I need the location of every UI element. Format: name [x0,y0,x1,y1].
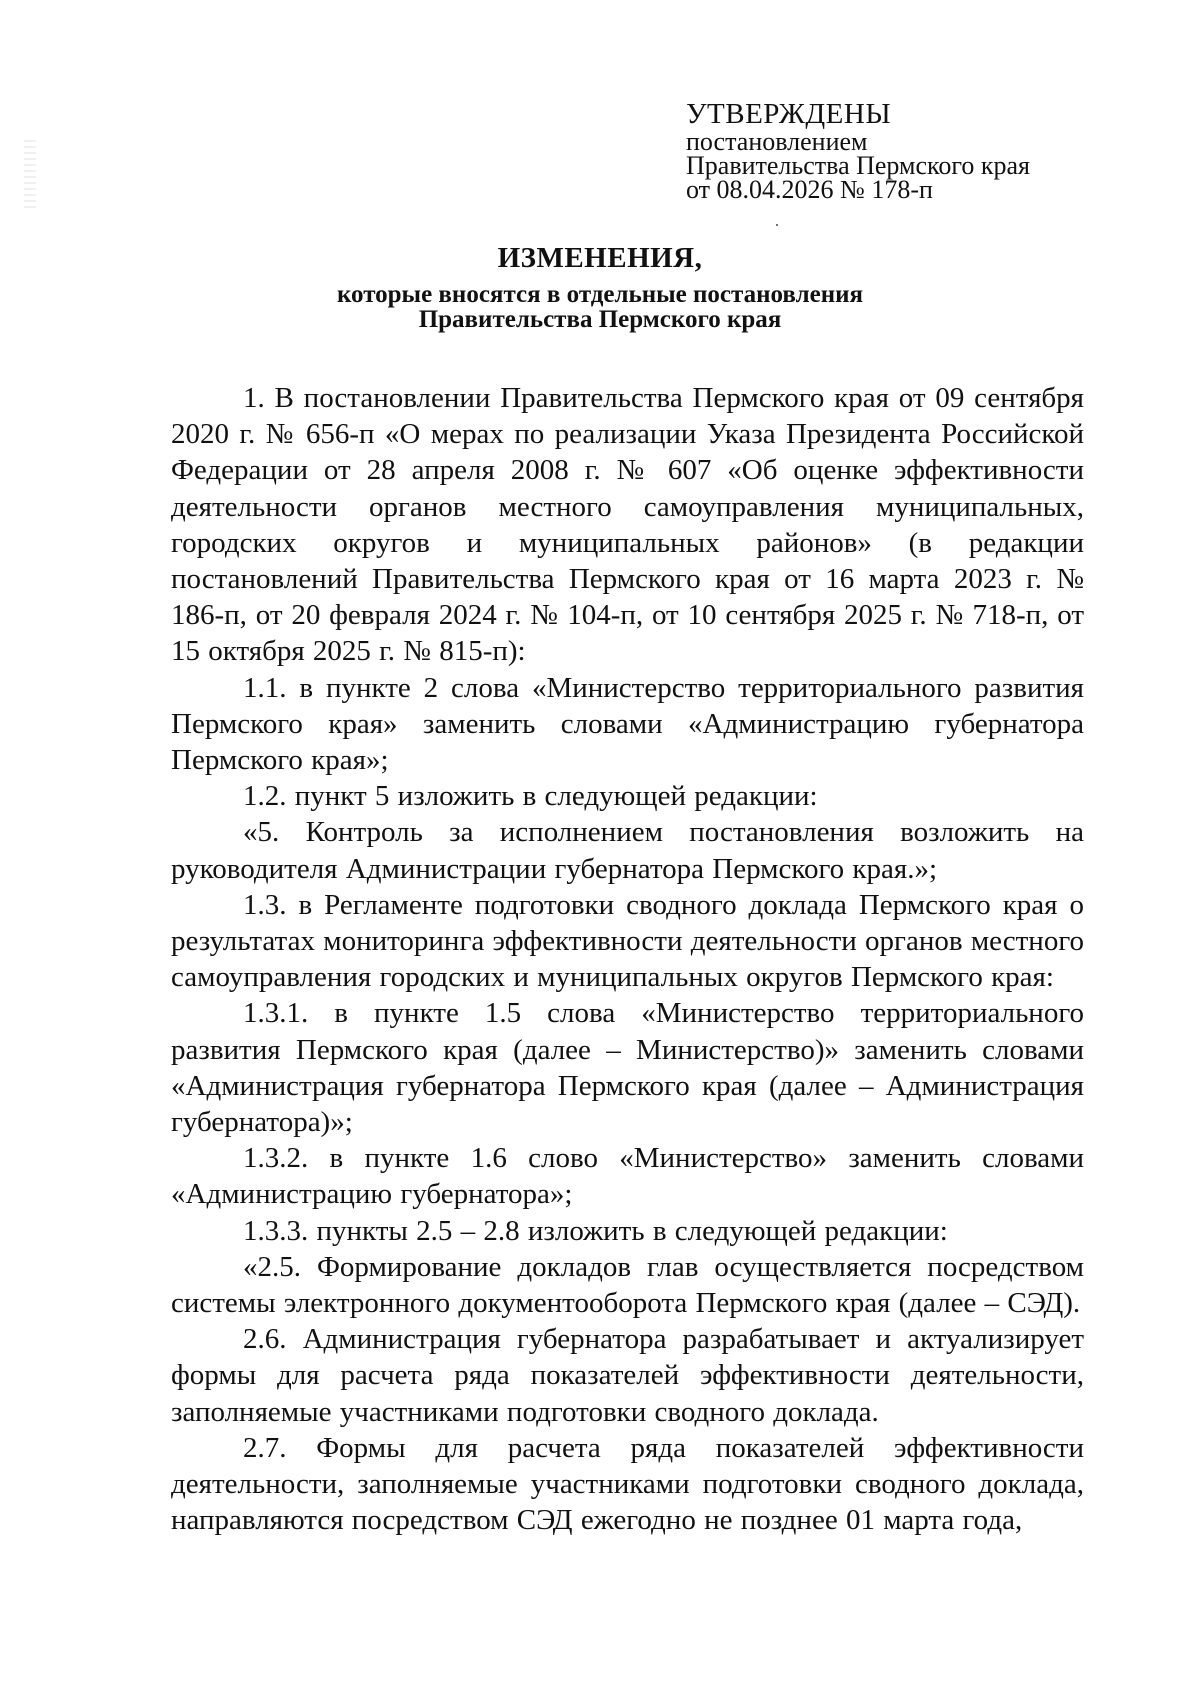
scan-edge-artifact [24,140,36,210]
approval-line-3: от 08.04.2026 № 178-п [686,175,933,204]
paragraph: 1.3. в Регламенте подготовки сводного доклада Пермского края о результатах мониторинга эффективности деятельности органов местного самоуправления городских и муниципальных округов Пермского края: [171,888,1084,994]
paragraph: 2.7. Формы для расчета ряда показателей эффективности деятельности, заполняемые участниками подготовки сводного доклада, направляются посредством СЭД ежегодно не позднее 01 марта года, [171,1431,1084,1537]
paragraph: «5. Контроль за исполнением постановления возложить на руководителя Администрации губернатора Пермского края.»; [171,816,1084,885]
subtitle-line-1: которые вносятся в отдельные постановления [336,281,864,308]
paragraph: 1.3.2. в пункте 1.6 слово «Министерство» заменить словами «Администрацию губернатора»; [171,1142,1084,1211]
paragraph: 1.3.3. пункты 2.5 – 2.8 изложить в следующей редакции: [243,1214,948,1247]
approval-title: УТВЕРЖДЕНЫ [686,98,892,130]
scan-dot [776,224,778,226]
approval-stamp-block [686,98,1106,202]
paragraph: 1.1. в пункте 2 слова «Министерство территориального развития Пермского края» заменить словами «Администрацию губернатора Пермского края»; [171,671,1084,777]
document-title: ИЗМЕНЕНИЯ, [497,242,703,274]
paragraph: 1. В постановлении Правительства Пермского края от 09 сентября 2020 г. № 656-п «О мерах по реализации Указа Президента Российской Федерации от 28 апреля 2008 г. № 607 «Об оценке эффективности деятельности органов местного самоуправления муниципальных, городских округов и муниципальных районов» (в редакции постановлений Правительства Пермского края от 16 марта 2023 г. № 186-п, от 20 февраля 2024 г. № 104-п, от 10 сентября 2025 г. № 718-п, от 15 октября 2025 г. № 815-п): [171,382,1084,668]
subtitle-line-2: Правительства Пермского края [418,306,782,333]
approval-line-1: постановлением [686,127,868,156]
approval-line-2: Правительства Пермского края [686,151,1030,180]
paragraph: «2.5. Формирование докладов глав осуществляется посредством системы электронного документооборота Пермского края (далее – СЭД). [171,1250,1084,1320]
document-body [171,380,1084,1539]
document-subtitle [0,282,1200,332]
paragraph: 2.6. Администрация губернатора разрабатывает и актуализирует формы для расчета ряда показателей эффективности деятельности, заполняемые участниками подготовки сводного доклада. [171,1323,1084,1428]
paragraph: 1.3.1. в пункте 1.5 слова «Министерство территориального развития Пермского края (далее – Министерство)» заменить словами «Администрация губернатора Пермского края (далее – Администрация губернатора)»; [171,997,1084,1139]
paragraph: 1.2. пункт 5 изложить в следующей редакции: [243,780,818,813]
